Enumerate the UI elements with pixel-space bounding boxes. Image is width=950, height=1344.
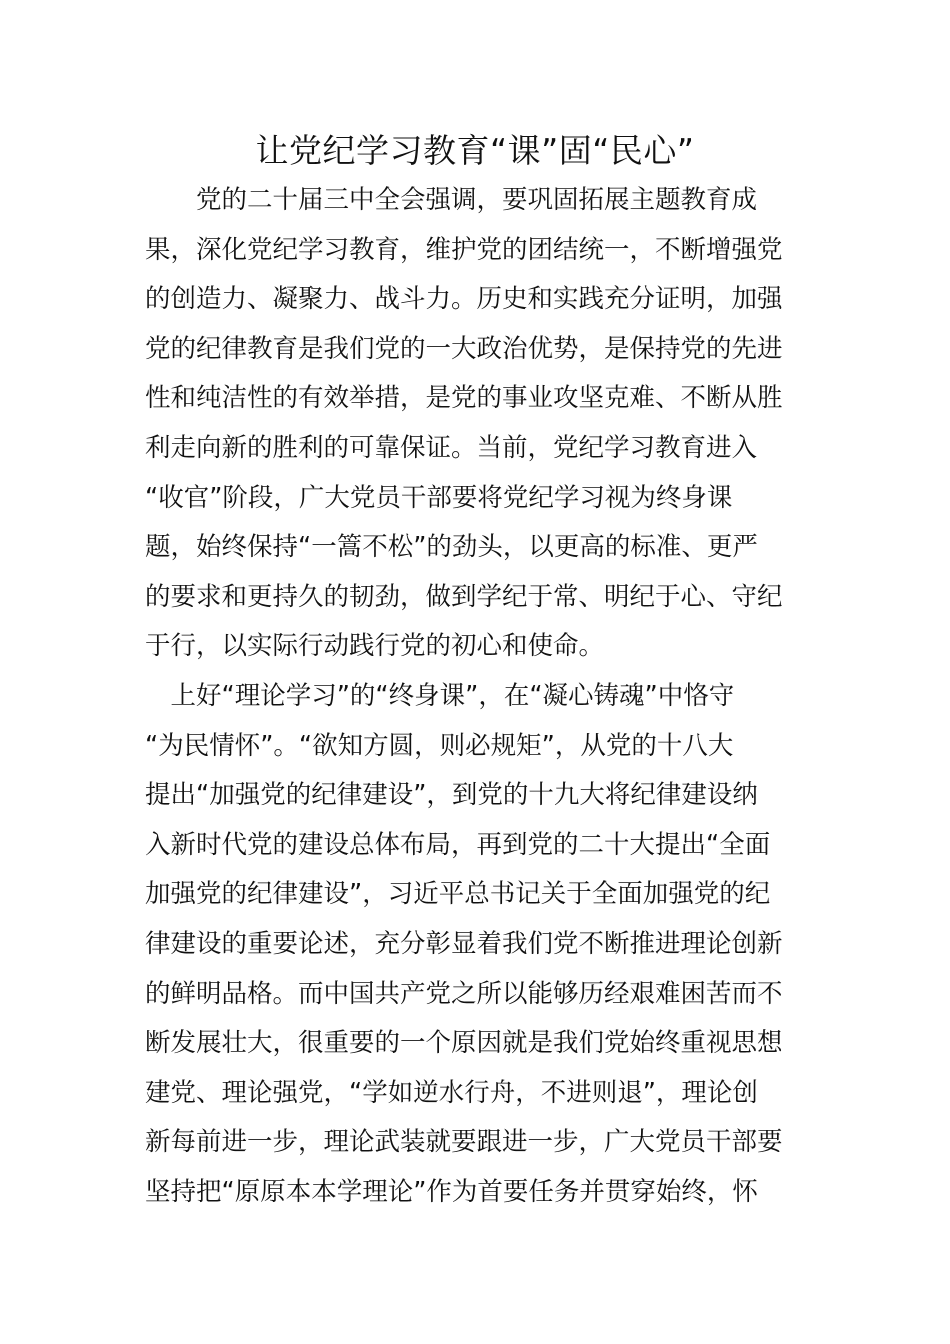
- document-body: [145, 176, 810, 1217]
- paragraph-2-line-11: 坚持把“原原本本学理论”作为首要任务并贯穿始终，怀: [145, 1176, 758, 1207]
- paragraph-1-line-8: 题，始终保持“一篙不松”的劲头，以更高的标准、更严: [145, 532, 758, 563]
- paragraph-1-line-2: 果，深化党纪学习教育，维护党的团结统一，不断增强党: [145, 234, 783, 265]
- paragraph-1-line-7: “收官”阶段，广大党员干部要将党纪学习视为终身课: [145, 482, 733, 513]
- paragraph-2-line-1: 上好“理论学习”的“终身课”，在“凝心铸魂”中恪守: [145, 680, 735, 711]
- paragraph-1-line-6: 利走向新的胜利的可靠保证。当前，党纪学习教育进入: [145, 432, 758, 463]
- paragraph-1-line-9: 的要求和更持久的韧劲，做到学纪于常、明纪于心、守纪: [145, 581, 783, 612]
- paragraph-1-line-5: 性和纯洁性的有效举措，是党的事业攻坚克难、不断从胜: [145, 383, 783, 414]
- paragraph-1-line-4: 党的纪律教育是我们党的一大政治优势，是保持党的先进: [145, 333, 783, 364]
- paragraph-2-line-6: 律建设的重要论述，充分彰显着我们党不断推进理论创新: [145, 928, 783, 959]
- paragraph-1-line-1: 党的二十届三中全会强调，要巩固拓展主题教育成: [145, 185, 758, 215]
- document-title: 让党纪学习教育“课”固“民心”: [255, 131, 695, 170]
- paragraph-2-line-8: 断发展壮大，很重要的一个原因就是我们党始终重视思想: [145, 1028, 783, 1059]
- paragraph-2-line-9: 建党、理论强党，“学如逆水行舟，不进则退”，理论创: [145, 1077, 758, 1108]
- paragraph-2-line-5: 加强党的纪律建设”，习近平总书记关于全面加强党的纪: [145, 879, 771, 910]
- paragraph-2-line-3: 提出“加强党的纪律建设”，到党的十九大将纪律建设纳: [145, 780, 758, 811]
- paragraph-2-line-4: 入新时代党的建设总体布局，再到党的二十大提出“全面: [145, 829, 771, 860]
- paragraph-2-line-2: “为民情怀”。“欲知方圆，则必规矩”，从党的十八大: [145, 730, 734, 761]
- paragraph-1-line-10: 于行，以实际行动践行党的初心和使命。: [145, 631, 605, 662]
- paragraph-1-line-3: 的创造力、凝聚力、战斗力。历史和实践充分证明，加强: [145, 284, 783, 315]
- paragraph-2-line-10: 新每前进一步，理论武装就要跟进一步，广大党员干部要: [145, 1127, 783, 1158]
- paragraph-2-line-7: 的鲜明品格。而中国共产党之所以能够历经艰难困苦而不: [145, 978, 783, 1009]
